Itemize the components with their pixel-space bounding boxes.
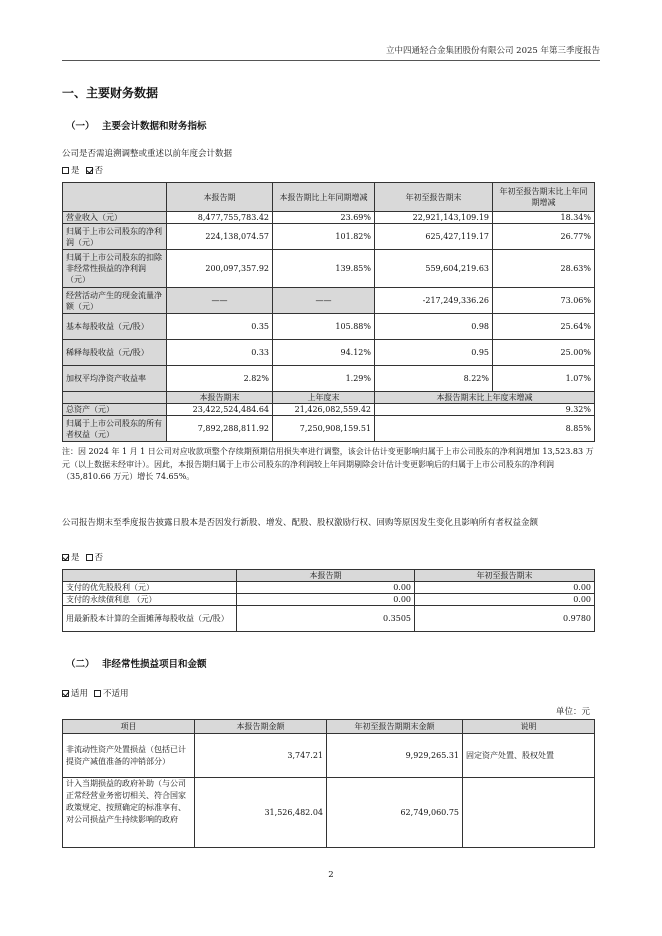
checkbox-restate-no[interactable] [86,167,93,174]
table-header-cell: 年初至报告期末 [415,570,595,582]
cell-value: 62,749,060.75 [327,778,463,848]
subsection-number: （二） [66,659,95,670]
cell-value: 105.88% [273,314,375,340]
cell-value: 25.00% [493,340,595,366]
question-restatement: 公司是否需追溯调整或重述以前年度会计数据 [62,149,233,159]
table-header-cell: 本报告期 [167,183,273,212]
cell-value: 9,929,265.31 [327,734,463,778]
table-row [63,288,595,314]
option-applicable-label: 适用 [71,689,89,699]
table-row [63,416,595,442]
cell-value: 0.33 [167,340,273,366]
cell-value: 94.12% [273,340,375,366]
cell-value: —— [273,288,375,314]
row-label: 用最新股本计算的全面摊薄每股收益（元/股） [63,606,237,632]
cell-value: —— [167,288,273,314]
cell-value: 0.95 [375,340,493,366]
row-label: 归属于上市公司股东的所有者权益（元） [63,416,167,442]
subsection-number: （一） [66,121,95,132]
cell-value: 23.69% [273,212,375,224]
table-row [63,224,595,250]
cell-value: 0.3505 [237,606,415,632]
cell-value: 26.77% [493,224,595,250]
table-footnote: 注：因 2024 年 1 月 1 日公司对应收款项整个存续期预期信用损失率进行调整，该会计估计变更影响归属于上市公司股东的净利润增加 13,523.83 万元（以上数据未经审计）。因此，本报告期归属于上市公司股东的净利润较上年同期剔除会计估计变更影响后的归属于上市公司股东的净利润（35,810.66 万元）增长 74.65%。 [62,447,594,481]
option-not-applicable-label: 不适用 [103,689,129,699]
checkbox-not-applicable[interactable] [94,690,101,697]
restatement-options [62,164,103,176]
table-row [63,212,595,224]
share-capital-table [62,569,595,632]
cell-value: 0.00 [415,582,595,594]
row-label: 稀释每股收益（元/股） [63,340,167,366]
table-row [63,340,595,366]
table-header-cell: 本报告期末 [167,392,273,404]
table-header-cell: 年初至报告期末 [375,183,493,212]
table-row [63,582,595,594]
report-header-title: 立中四通轻合金集团股份有限公司 2025 年第三季度报告 [385,46,600,56]
cell-value: 21,426,082,559.42 [273,404,375,416]
table-subheader-row [63,392,595,404]
cell-value: 101.82% [273,224,375,250]
cell-value: 22,921,143,109.19 [375,212,493,224]
option-no-label: 否 [94,553,104,563]
subsection-title-2 [66,656,207,670]
cell-value: 0.35 [167,314,273,340]
cell-value: 8,477,755,783.42 [167,212,273,224]
cell-note: 固定资产处置、股权处置 [463,734,595,778]
share-capital-options [62,551,103,563]
table-header-cell [63,392,167,404]
row-label: 经营活动产生的现金流量净额（元） [63,288,167,314]
cell-value: 23,422,524,484.64 [167,404,273,416]
option-yes-label: 是 [71,553,80,563]
cell-value: 625,427,119.17 [375,224,493,250]
cell-value: 73.06% [493,288,595,314]
cell-value: -217,249,336.26 [375,288,493,314]
cell-value: 18.34% [493,212,595,224]
option-no-label: 否 [94,166,104,176]
table-header-cell [63,183,167,212]
question-share-capital: 公司报告期末至季度报告披露日股本是否因发行新股、增发、配股、股权激励行权、回购等原因发生变化且影响所有者权益金额 [62,518,539,528]
row-label: 基本每股收益（元/股） [63,314,167,340]
table-row [63,366,595,392]
table-row [63,734,595,778]
key-financial-table [62,182,595,442]
row-label: 计入当期损益的政府补助（与公司正常经营业务密切相关、符合国家政策规定、按照确定的标准享有、对公司损益产生持续影响的政府 [63,778,195,848]
cell-value: 8.85% [375,416,595,442]
cell-value: 9.32% [375,404,595,416]
cell-value: 139.85% [273,250,375,288]
table-header-cell: 说明 [463,720,595,734]
table-row [63,250,595,288]
cell-value: 8.22% [375,366,493,392]
subsection-label: 主要会计数据和财务指标 [102,121,207,132]
table-header-cell: 年初至报告期末比上年同期增减 [493,183,595,212]
cell-value: 0.98 [375,314,493,340]
cell-value: 1.07% [493,366,595,392]
cell-value: 2.82% [167,366,273,392]
table-header-cell: 项目 [63,720,195,734]
subsection-label: 非经常性损益项目和金额 [102,659,207,670]
cell-note [463,778,595,848]
subsection-title-1 [66,118,207,132]
option-yes-label: 是 [71,166,80,176]
row-label: 支付的永续债利息 （元） [63,594,237,606]
cell-value: 31,526,482.04 [195,778,327,848]
non-recurring-items-table [62,719,595,848]
cell-value: 7,250,908,159.51 [273,416,375,442]
cell-value: 25.64% [493,314,595,340]
cell-value: 0.9780 [415,606,595,632]
table-row [63,314,595,340]
row-label: 归属于上市公司股东的净利润（元） [63,224,167,250]
table-row [63,404,595,416]
table-header-cell: 年初至报告期期末金额 [327,720,463,734]
checkbox-share-yes[interactable] [62,554,69,561]
section-title-financial-data: 一、主要财务数据 [62,86,159,100]
row-label: 加权平均净资产收益率 [63,366,167,392]
cell-value: 0.00 [237,594,415,606]
checkbox-share-no[interactable] [86,554,93,561]
table-row [63,778,595,848]
header-divider [62,60,600,61]
row-label: 营业收入（元） [63,212,167,224]
applicability-options [62,687,129,699]
table-row [63,606,595,632]
cell-value: 0.00 [415,594,595,606]
row-label: 总资产（元） [63,404,167,416]
cell-value: 559,604,219.63 [375,250,493,288]
cell-value: 224,138,074.57 [167,224,273,250]
table-header-cell: 本报告期 [237,570,415,582]
table-row [63,594,595,606]
cell-value: 28.63% [493,250,595,288]
cell-value: 200,097,357.92 [167,250,273,288]
row-label: 归属于上市公司股东的扣除非经常性损益的净利润（元） [63,250,167,288]
table-header-cell [63,570,237,582]
row-label: 支付的优先股股利（元） [63,582,237,594]
page-number: 2 [328,870,334,880]
checkbox-restate-yes[interactable] [62,167,69,174]
table-header-cell: 本报告期比上年同期增减 [273,183,375,212]
cell-value: 3,747.21 [195,734,327,778]
cell-value: 0.00 [237,582,415,594]
table-header-cell: 本报告期末比上年度末增减 [375,392,595,404]
cell-value: 7,892,288,811.92 [167,416,273,442]
table-header-cell: 本报告期金额 [195,720,327,734]
table-header-cell: 上年度末 [273,392,375,404]
cell-value: 1.29% [273,366,375,392]
unit-label: 单位：元 [555,707,590,717]
checkbox-applicable[interactable] [62,690,69,697]
row-label: 非流动性资产处置损益（包括已计提资产减值准备的冲销部分） [63,734,195,778]
